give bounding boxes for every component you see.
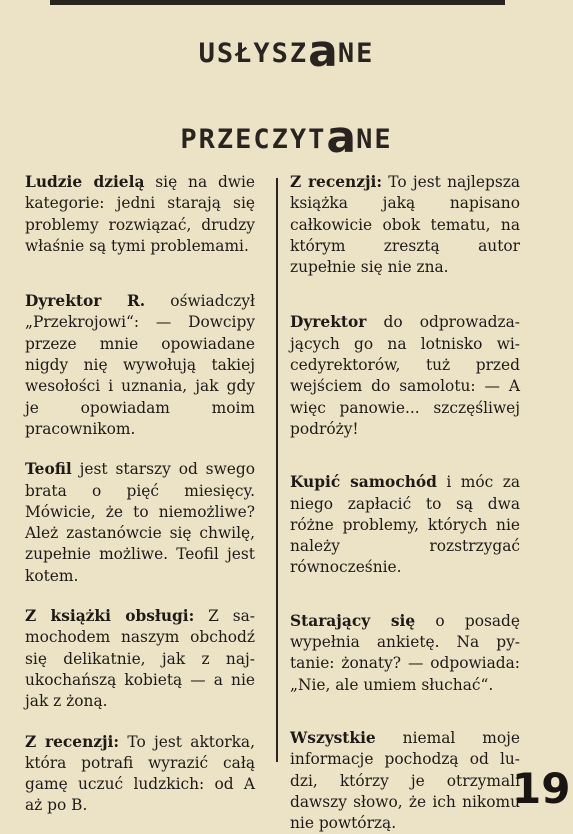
anecdote-lead: Z recenzji: — [25, 732, 120, 751]
anecdote-text: jest starszy od swego brata o pięć miesięcy. Mówicie, że to niemożliwe? Ależ zastanówcie się chwilę, zupełnie możliwe. Teofil jest kotem. — [25, 460, 255, 585]
anecdote-lead: Starający się — [290, 611, 416, 630]
heading-big-letter: a — [308, 26, 338, 77]
heading-text: USŁYSZ — [198, 38, 309, 69]
top-rule — [50, 0, 505, 5]
anecdote-text: To jest najlepsza książka jaką napisano całkowicie obok tematu, na którym zresztą autor zupełnie się nie zna. — [290, 173, 521, 277]
anecdote-lead: Dyrektor R. — [25, 292, 146, 311]
anecdote-paragraph — [290, 172, 520, 278]
anecdote-paragraph — [290, 312, 520, 440]
anecdote-lead: Kupić samochód — [290, 473, 437, 492]
section-heading-heard — [0, 26, 573, 77]
anecdote-paragraph — [25, 291, 255, 440]
right-column — [290, 172, 520, 834]
anecdote-text: do odprowadzających go na lotnisko wicedyrektorów, tuż przed wejściem do samolotu: — A więc panowie... szczęśliwej podróży! — [290, 313, 520, 438]
anecdote-paragraph — [25, 606, 255, 712]
anecdote-text: i móc za niego zapłacić to są dwa różne problemy, których nie należy rozstrzygać równocześnie. — [290, 473, 520, 577]
left-column — [25, 172, 255, 817]
anecdote-lead: Dyrektor — [290, 313, 367, 332]
anecdote-paragraph — [25, 172, 255, 257]
anecdote-lead: Teofil — [25, 460, 72, 479]
anecdote-text: o posadę wypełnia ankietę. Na pytanie: żonaty? — odpowiada: „Nie, ale umiem słuchać“. — [290, 611, 521, 694]
anecdote-paragraph — [290, 611, 520, 696]
anecdote-lead: Wszystkie — [290, 728, 376, 747]
anecdote-paragraph — [290, 728, 520, 834]
anecdote-text: Z samochodem naszym obchodź się delikatnie, jak z najukochańszą kobietą — a nie jak z żoną. — [25, 607, 255, 711]
heading-text: NE — [356, 124, 393, 155]
anecdote-text: się na dwie kategorie: jedni starają się problemy rozwiązać, drudzy właśnie są tymi problemami. — [25, 173, 256, 255]
anecdote-paragraph — [25, 459, 255, 587]
anecdote-paragraph — [290, 472, 520, 578]
heading-text: PRZECZYT — [180, 124, 327, 155]
anecdote-lead: Ludzie dzielą — [25, 173, 145, 191]
section-heading-read — [0, 112, 573, 163]
heading-text: NE — [337, 38, 375, 69]
anecdote-lead: Z recenzji: — [290, 173, 383, 191]
page-number: 19 — [512, 764, 571, 813]
column-divider — [276, 178, 278, 762]
anecdote-paragraph — [25, 732, 255, 817]
anecdote-text: To jest aktorka, która potrafi wyrazić całą gamę uczuć ludzkich: od A aż po B. — [25, 732, 255, 815]
anecdote-lead: Z książki obsługi: — [25, 607, 195, 626]
anecdote-text: oświadczył „Przekrojowi“: — Dowcipy przeze mnie opowiadane nigdy nię wywołują takiej wesołości i uznania, jak gdy je opowiadam moim pracownikom. — [25, 292, 255, 438]
heading-big-letter: a — [326, 112, 357, 163]
anecdote-text: niemal moje informacje pochodzą od ludzi, którzy je otrzymali dawszy słowo, że ich nikomu nie powtórzą. — [290, 728, 520, 833]
